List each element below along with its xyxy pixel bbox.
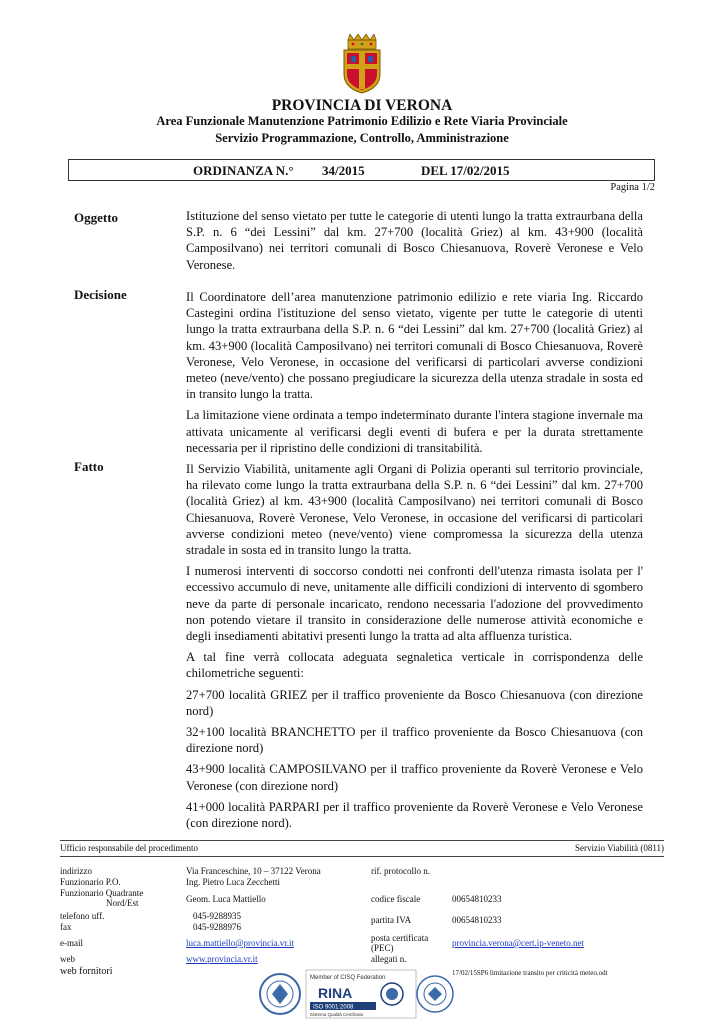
footer-divider-2 [60, 856, 664, 857]
oggetto-paragraph: Istituzione del senso vietato per tutte le categorie di utenti lungo la tratta extraurbana della S.P. n. 6 “dei Lessini” dal km. 27+700 (località Griez) al km. 43+900 (località Camposilvano) nei territori comunali di Bosco Chiesanuova, Roverè Veronese e Velo Veronese. [186, 209, 643, 272]
ordinanza-number: 34/2015 [322, 163, 365, 178]
fatto-paragraph-4: 27+700 località GRIEZ per il traffico proveniente da Bosco Chiesanuova (con direzione nord) [186, 687, 643, 718]
department-subtitle: Area Funzionale Manutenzione Patrimonio Edilizio e Rete Viaria Provinciale [156, 114, 568, 128]
fatto-paragraph-7: 41+000 località PARPARI per il traffico proveniente da Roverè Veronese e Velo Veronese (con direzione nord). [186, 799, 643, 831]
cert-iso-text: ISO 9001:2008 [313, 1004, 354, 1011]
pec-label: posta certificata [371, 933, 429, 943]
service-subtitle: Servizio Programmazione, Controllo, Amministrazione [215, 131, 509, 145]
ordinanza-label: ORDINANZA N.° [193, 163, 294, 178]
email-label: e-mail [60, 938, 83, 948]
cert-member-text: Member of CISQ Federation [310, 975, 386, 981]
fatto-label: Fatto [74, 459, 104, 474]
pec-link[interactable]: provincia.verona@cert.ip-veneto.net [452, 938, 584, 948]
file-reference: 17/02/15SP6 limitazione transito per criticità meteo.odt [452, 969, 608, 977]
codice-fiscale-label: codice fiscale [371, 894, 421, 904]
fatto-paragraph-5: 32+100 località BRANCHETTO per il traffico proveniente da Bosco Chiesanuova (con direzione nord) [186, 725, 643, 756]
fatto-text [186, 461, 643, 836]
web-fornitori-label: web fornitori [60, 966, 113, 977]
fatto-paragraph-6: 43+900 località CAMPOSILVANO per il traffico proveniente da Roverè Veronese e Velo Veronese (con direzione nord) [186, 762, 643, 793]
decisione-text [186, 289, 643, 461]
rina-certification-logo [258, 968, 458, 1020]
quadrante-label-2: Nord/Est [106, 898, 139, 908]
footer-divider [60, 840, 664, 841]
cert-brand-text: RINA [318, 985, 353, 1001]
telefono-value: 045-9288935 [193, 911, 241, 921]
codice-fiscale-value: 00654810233 [452, 894, 502, 904]
partita-iva-label: partita IVA [371, 915, 412, 925]
allegati-label: allegati n. [371, 954, 407, 964]
decisione-paragraph-2: La limitazione viene ordinata a tempo indeterminato durante l'intera stagione invernale ma attivata unicamente al verificarsi degli eventi di bufera e per la durata strettamente necessaria per il ripristino delle condizioni di transitabilità. [186, 408, 643, 455]
fatto-paragraph-2: I numerosi interventi di soccorso condotti nei confronti dell'utenza rimasta isolata per l' eccessivo accumulo di neve, unitamente alle difficili condizioni di intervento di sgombero neve da parte di personale incaricato, rendono necessaria l'adozione del provvedimento non potendo vietare il transito in considerazione delle numerose attività economiche e degli insediamenti abitativi presenti lungo la tratta ad alta affluenza turistica. [186, 564, 643, 644]
ordinanza-date: DEL 17/02/2015 [421, 163, 510, 178]
ufficio-label: Ufficio responsabile del procedimento [60, 843, 199, 853]
cert-sub-text: Sistema Qualità Certificato [310, 1012, 364, 1017]
protocollo-label: rif. protocollo n. [371, 866, 430, 876]
web-link[interactable]: www.provincia.vr.it [186, 954, 258, 964]
fatto-paragraph-3: A tal fine verrà collocata adeguata segnaletica verticale in corrispondenza delle chilometriche seguenti: [186, 650, 643, 681]
partita-iva-value: 00654810233 [452, 915, 502, 925]
quadrante-value: Geom. Luca Mattiello [186, 894, 266, 904]
fax-value: 045-9288976 [193, 922, 241, 932]
oggetto-label: Oggetto [74, 210, 119, 225]
funzionario-value: Ing. Pietro Luca Zecchetti [186, 877, 280, 887]
pec-label-2: (PEC) [371, 943, 394, 953]
web-label: web [60, 954, 75, 964]
quadrante-label: Funzionario Quadrante [60, 888, 144, 898]
indirizzo-label: indirizzo [60, 866, 92, 876]
ordinanza-box [68, 159, 655, 181]
page-number: Pagina 1/2 [610, 182, 655, 193]
decisione-paragraph-1: Il Coordinatore dell’area manutenzione patrimonio edilizio e rete viaria Ing. Riccardo Castegini ordina l'istituzione del senso vietato, vigente per tutte le categorie di utenti lungo la tratta extraurbana della S.P. n. 6 “dei Lessini” dal km. 27+700 (località Griez) al km. 43+900 (località Camposilvano) nei territori comunali di Bosco Chiesanuova, Roverè Veronese, Velo Veronese, in occasione del verificarsi di particolari avverse condizioni meteo (neve/vento) che possano pregiudicare la sicurezza della utenza stradale in sosta ed in transito lungo la tratta. [186, 290, 643, 402]
decisione-label: Decisione [74, 287, 127, 302]
fax-label: fax [60, 922, 72, 932]
funzionario-label: Funzionario P.O. [60, 877, 121, 887]
page-title: PROVINCIA DI VERONA [271, 97, 453, 114]
email-link[interactable]: luca.mattiello@provincia.vr.it [186, 938, 295, 948]
ufficio-value: Servizio Viabilità (0811) [575, 843, 664, 853]
indirizzo-value: Via Franceschine, 10 – 37122 Verona [186, 866, 321, 876]
telefono-label: telefono uff. [60, 911, 105, 921]
fatto-paragraph-1: Il Servizio Viabilità, unitamente agli Organi di Polizia operanti sul territorio provinciale, ha rilevato come lungo la tratta extraurbana della S.P. n. 6 “dei Lessini” dal km. 27+700 (località Griez) al km. 43+900 (località Camposilvano) nei territori comunali di Bosco Chiesanuova, Roverè Veronese, Velo Veronese, in occasione del verificarsi di particolari avverse condizioni meteo (neve/vento) viene compromessa la sicurezza della utenza stradale in sosta ed in transito lungo la tratta. [186, 462, 643, 558]
province-coat-of-arms-logo [340, 34, 384, 94]
oggetto-text [186, 208, 643, 278]
